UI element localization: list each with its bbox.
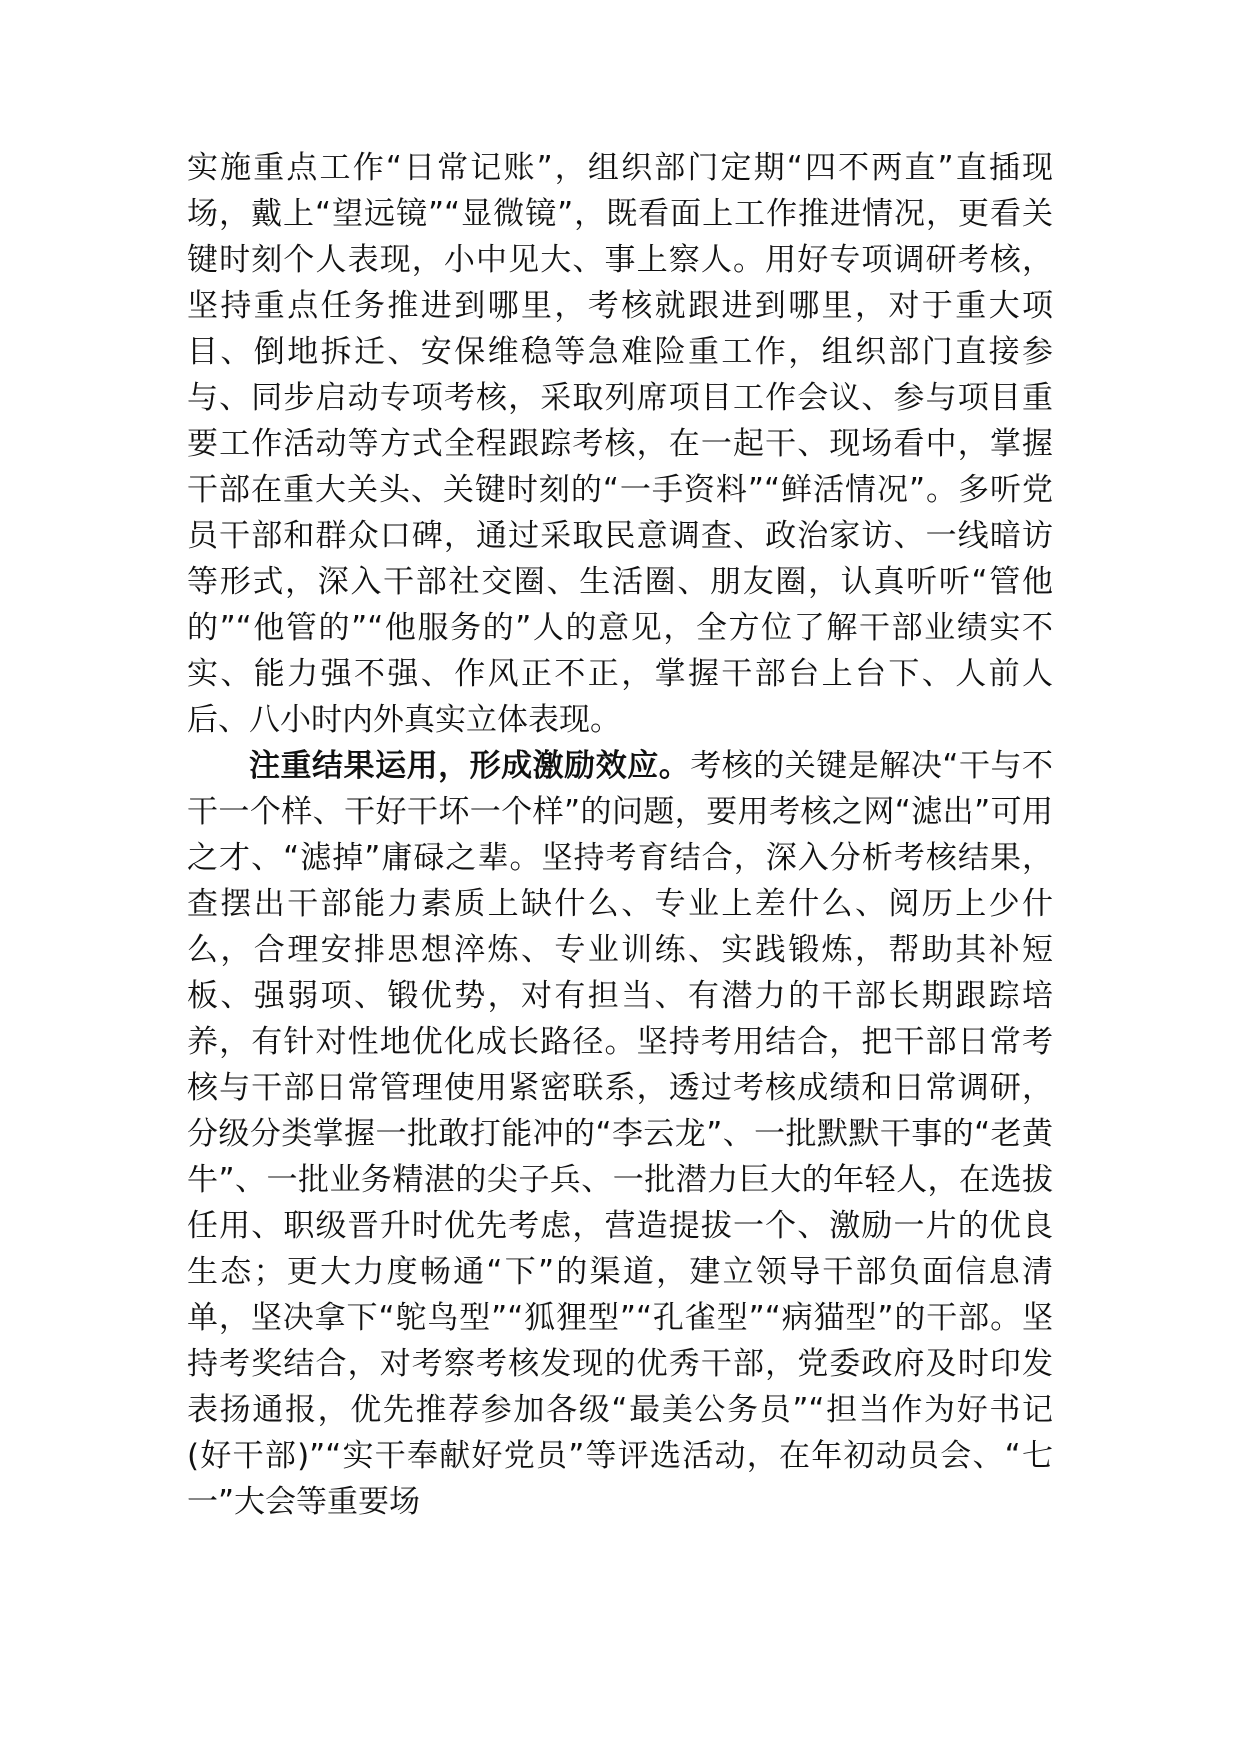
document-page	[187, 145, 1053, 1525]
paragraph-heading: 注重结果运用，形成激励效应。	[249, 748, 691, 784]
paragraph-body: 考核的关键是解决“干与不干一个样、干好干坏一个样”的问题，要用考核之网“滤出”可用之才、“滤掉”庸碌之辈。坚持考育结合，深入分析考核结果，查摆出干部能力素质上缺什么、专业上差什么、阅历上少什么，合理安排思想淬炼、专业训练、实践锻炼，帮助其补短板、强弱项、锻优势，对有担当、有潜力的干部长期跟踪培养，有针对性地优化成长路径。坚持考用结合，把干部日常考核与干部日常管理使用紧密联系，透过考核成绩和日常调研，分级分类掌握一批敢打能冲的“李云龙”、一批默默干事的“老黄牛”、一批业务精湛的尖子兵、一批潜力巨大的年轻人，在选拔任用、职级晋升时优先考虑，营造提拔一个、激励一片的优良生态；更大力度畅通“下”的渠道，建立领导干部负面信息清单，坚决拿下“鸵鸟型”“狐狸型”“孔雀型”“病猫型”的干部。坚持考奖结合，对考察考核发现的优秀干部，党委政府及时印发表扬通报，优先推荐参加各级“最美公务员”“担当作为好书记(好干部)”“实干奉献好党员”等评选活动，在年初动员会、“七一”大会等重要场	[187, 748, 1054, 1520]
body-paragraph	[187, 743, 1053, 1525]
body-paragraph: 实施重点工作“日常记账”，组织部门定期“四不两直”直插现场，戴上“望远镜”“显微镜”，既看面上工作推进情况，更看关键时刻个人表现，小中见大、事上察人。用好专项调研考核，坚持重点任务推进到哪里，考核就跟进到哪里，对于重大项目、倒地拆迁、安保维稳等急难险重工作，组织部门直接参与、同步启动专项考核，采取列席项目工作会议、参与项目重要工作活动等方式全程跟踪考核，在一起干、现场看中，掌握干部在重大关头、关键时刻的“一手资料”“鲜活情况”。多听党员干部和群众口碑，通过采取民意调查、政治家访、一线暗访等形式，深入干部社交圈、生活圈、朋友圈，认真听听“管他的”“他管的”“他服务的”人的意见，全方位了解干部业绩实不实、能力强不强、作风正不正，掌握干部台上台下、人前人后、八小时内外真实立体表现。	[187, 150, 1053, 738]
